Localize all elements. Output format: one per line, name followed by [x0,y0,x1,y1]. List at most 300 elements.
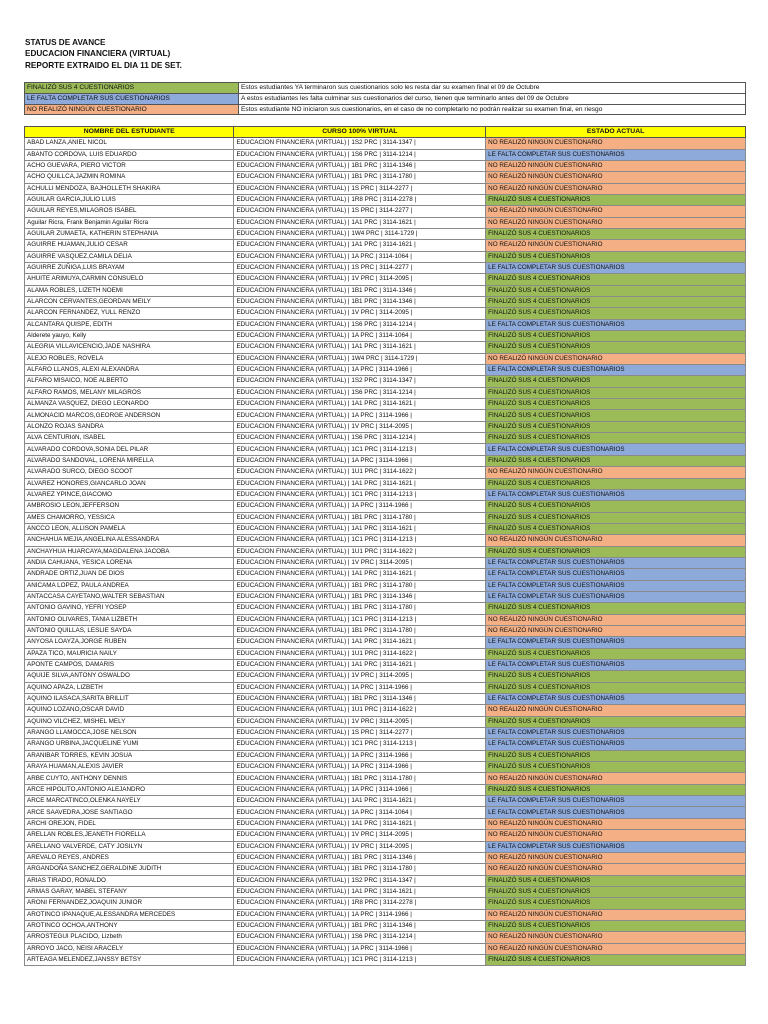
status-cell: NO REALIZÓ NINGÚN CUESTIONARIO [486,818,746,829]
table-row [25,796,746,807]
legend-desc-finished: Estos estudiantes YA terminaron sus cuestionarios solo les resta dar su examen final el 09 de Octubre [239,83,746,94]
status-cell: FINALIZÓ SUS 4 CUESTIONARIOS [486,954,746,965]
course-cell: EDUCACION FINANCIERA (VIRTUAL) | 1A1 PRC | 3114-1621 | [234,217,486,228]
student-name: AGUIRRE HUAMAN,JULIO CESAR [25,240,234,251]
student-name: AGUILAR GARCIA,JULIO LUIS [25,194,234,205]
table-row [25,784,746,795]
table-row [25,739,746,750]
table-row [25,262,746,273]
status-cell: NO REALIZÓ NINGÚN CUESTIONARIO [486,852,746,863]
status-cell: FINALIZÓ SUS 4 CUESTIONARIOS [486,387,746,398]
table-row [25,274,746,285]
course-cell: EDUCACION FINANCIERA (VIRTUAL) | 1V PRC | 3114-2095 | [234,308,486,319]
student-name: ALFARO LLANOS, ALEXI ALEXANDRA [25,365,234,376]
student-name: ARONI FERNANDEZ,JOAQUIN JUNIOR [25,898,234,909]
status-cell: FINALIZÓ SUS 4 CUESTIONARIOS [486,228,746,239]
status-cell: FINALIZÓ SUS 4 CUESTIONARIOS [486,308,746,319]
course-cell: EDUCACION FINANCIERA (VIRTUAL) | 1V PRC | 3114-2095 | [234,274,486,285]
student-name: ARANGO LLAMOCCA,JOSE NELSON [25,728,234,739]
course-cell: EDUCACION FINANCIERA (VIRTUAL) | 1A PRC | 3114-1966 | [234,410,486,421]
table-row [25,864,746,875]
status-cell: FINALIZÓ SUS 4 CUESTIONARIOS [486,433,746,444]
student-name: ABAD LANZA,ANIEL NICOL [25,138,234,149]
status-cell: FINALIZÓ SUS 4 CUESTIONARIOS [486,399,746,410]
student-name: AGUIRRE VASQUEZ,CAMILA DELIA [25,251,234,262]
course-cell: EDUCACION FINANCIERA (VIRTUAL) | 1B1 PRC | 3114-1780 | [234,172,486,183]
student-name: ALEJO ROBLES, ROVELA [25,353,234,364]
status-cell: NO REALIZÓ NINGÚN CUESTIONARIO [486,206,746,217]
student-name: ARIAS TIRADO, RONALDO [25,875,234,886]
course-cell: EDUCACION FINANCIERA (VIRTUAL) | 1S PRC | 3114-2277 | [234,728,486,739]
student-name: ACHO GUEVARA, PIERO VICTOR [25,160,234,171]
student-name: ANCHAHUA MEJIA,ANGELINA ALESSANDRA [25,535,234,546]
course-cell: EDUCACION FINANCIERA (VIRTUAL) | 1B1 PRC | 3114-1346 | [234,920,486,931]
status-cell: NO REALIZÓ NINGÚN CUESTIONARIO [486,943,746,954]
course-cell: EDUCACION FINANCIERA (VIRTUAL) | 1S6 PRC | 3114-1214 | [234,932,486,943]
student-name: AGUIRRE ZUÑIGA,LUIS BRAYAM [25,262,234,273]
status-cell: NO REALIZÓ NINGÚN CUESTIONARIO [486,217,746,228]
course-cell: EDUCACION FINANCIERA (VIRTUAL) | 1A PRC | 3114-1966 | [234,750,486,761]
student-name: ARCE SAAVEDRA,JOSE SANTIAGO [25,807,234,818]
table-row [25,183,746,194]
course-cell: EDUCACION FINANCIERA (VIRTUAL) | 1V PRC | 3114-2095 | [234,830,486,841]
legend-row-finished [25,83,746,94]
course-cell: EDUCACION FINANCIERA (VIRTUAL) | 1A PRC | 3114-1064 | [234,331,486,342]
status-cell: FINALIZÓ SUS 4 CUESTIONARIOS [486,331,746,342]
course-cell: EDUCACION FINANCIERA (VIRTUAL) | 1A PRC | 3114-1064 | [234,807,486,818]
table-row [25,886,746,897]
course-cell: EDUCACION FINANCIERA (VIRTUAL) | 1C1 PRC | 3114-1213 | [234,954,486,965]
table-row [25,365,746,376]
status-cell: FINALIZÓ SUS 4 CUESTIONARIOS [486,251,746,262]
table-row [25,716,746,727]
status-cell: FINALIZÓ SUS 4 CUESTIONARIOS [486,512,746,523]
course-cell: EDUCACION FINANCIERA (VIRTUAL) | 1S2 PRC | 3114-1347 | [234,138,486,149]
status-cell: LE FALTA COMPLETAR SUS CUESTIONARIOS [486,694,746,705]
table-row [25,875,746,886]
course-cell: EDUCACION FINANCIERA (VIRTUAL) | 1A1 PRC | 3114-1621 | [234,478,486,489]
table-row [25,297,746,308]
status-cell: LE FALTA COMPLETAR SUS CUESTIONARIOS [486,149,746,160]
course-cell: EDUCACION FINANCIERA (VIRTUAL) | 1A PRC | 3114-1064 | [234,251,486,262]
student-name: AGUILAR ZUMAETA, KATHERIN STEPHANIA [25,228,234,239]
course-cell: EDUCACION FINANCIERA (VIRTUAL) | 1V PRC | 3114-2095 | [234,671,486,682]
status-cell: FINALIZÓ SUS 4 CUESTIONARIOS [486,285,746,296]
course-cell: EDUCACION FINANCIERA (VIRTUAL) | 1A PRC | 3114-1966 | [234,682,486,693]
course-cell: EDUCACION FINANCIERA (VIRTUAL) | 1A1 PRC | 3114-1621 | [234,399,486,410]
status-cell: NO REALIZÓ NINGÚN CUESTIONARIO [486,183,746,194]
course-cell: EDUCACION FINANCIERA (VIRTUAL) | 1B1 PRC | 3114-1346 | [234,285,486,296]
table-row [25,920,746,931]
student-name: ARAYA HUAMAN,ALEXIS JAVIER [25,762,234,773]
table-row [25,728,746,739]
table-row [25,138,746,149]
table-row [25,773,746,784]
course-cell: EDUCACION FINANCIERA (VIRTUAL) | 1S PRC | 3114-2277 | [234,206,486,217]
course-cell: EDUCACION FINANCIERA (VIRTUAL) | 1A PRC | 3114-1966 | [234,909,486,920]
table-header-row [25,127,746,138]
student-name: AGUILAR REYES,MILAGROS ISABEL [25,206,234,217]
status-cell: FINALIZÓ SUS 4 CUESTIONARIOS [486,648,746,659]
course-cell: EDUCACION FINANCIERA (VIRTUAL) | 1S6 PRC | 3114-1214 | [234,433,486,444]
course-title: EDUCACION FINANCIERA (VIRTUAL) [25,49,171,59]
legend-desc-not-started: Estos estudiante NO iniciaron sus cuestionarios, en el caso de no completarlo no podrán realizar su examen final, en riesgo [239,104,746,115]
status-cell: FINALIZÓ SUS 4 CUESTIONARIOS [486,750,746,761]
course-cell: EDUCACION FINANCIERA (VIRTUAL) | 1V PRC | 3114-2095 | [234,421,486,432]
table-row [25,818,746,829]
student-name: ALCANTARA QUISPE, EDITH [25,319,234,330]
status-cell: FINALIZÓ SUS 4 CUESTIONARIOS [486,194,746,205]
student-name: ALARCON CERVANTES,GEORDAN MEILY [25,297,234,308]
student-name: ALAMA ROBLES, LIZETH NOEMI [25,285,234,296]
table-row [25,569,746,580]
table-row [25,308,746,319]
course-cell: EDUCACION FINANCIERA (VIRTUAL) | 1U1 PRC | 3114-1622 | [234,467,486,478]
student-name: ANDRADE ORTIZ,JUAN DE DIOS [25,569,234,580]
table-row [25,251,746,262]
student-name: AQUINO LOZANO,OSCAR DAVID [25,705,234,716]
course-cell: EDUCACION FINANCIERA (VIRTUAL) | 1A1 PRC | 3114-1621 | [234,886,486,897]
status-cell: NO REALIZÓ NINGÚN CUESTIONARIO [486,625,746,636]
course-cell: EDUCACION FINANCIERA (VIRTUAL) | 1A PRC | 3114-1966 | [234,762,486,773]
course-cell: EDUCACION FINANCIERA (VIRTUAL) | 1B1 PRC | 3114-1346 | [234,160,486,171]
course-cell: EDUCACION FINANCIERA (VIRTUAL) | 1R8 PRC | 3114-2278 | [234,898,486,909]
status-cell: FINALIZÓ SUS 4 CUESTIONARIOS [486,784,746,795]
status-cell: FINALIZÓ SUS 4 CUESTIONARIOS [486,297,746,308]
table-row [25,807,746,818]
student-name: AROTINCO OCHOA,ANTHONY [25,920,234,931]
legend-desc-incomplete: A estos estudiantes les falta culminar sus cuestionarios del curso, tienen que terminarlo antes del 09 de Octubre [239,93,746,104]
course-cell: EDUCACION FINANCIERA (VIRTUAL) | 1S6 PRC | 3114-1214 | [234,387,486,398]
student-name: ALMANZA VASQUEZ, DIEGO LEONARDO [25,399,234,410]
course-cell: EDUCACION FINANCIERA (VIRTUAL) | 1A1 PRC | 3114-1621 | [234,796,486,807]
status-cell: FINALIZÓ SUS 4 CUESTIONARIOS [486,898,746,909]
course-cell: EDUCACION FINANCIERA (VIRTUAL) | 1A1 PRC | 3114-1621 | [234,523,486,534]
course-cell: EDUCACION FINANCIERA (VIRTUAL) | 1S2 PRC | 3114-1347 | [234,875,486,886]
table-row [25,705,746,716]
status-cell: LE FALTA COMPLETAR SUS CUESTIONARIOS [486,739,746,750]
course-cell: EDUCACION FINANCIERA (VIRTUAL) | 1B1 PRC | 3114-1346 | [234,297,486,308]
student-name: ALVAREZ YPINCE,GIACOMO [25,489,234,500]
legend-key-incomplete: LE FALTA COMPLETAR SUS CUESTIONARIOS [25,93,239,104]
table-row [25,478,746,489]
table-row [25,353,746,364]
table-row [25,194,746,205]
report-header [25,37,182,71]
table-row [25,671,746,682]
table-row [25,954,746,965]
status-cell: LE FALTA COMPLETAR SUS CUESTIONARIOS [486,591,746,602]
table-row [25,932,746,943]
course-cell: EDUCACION FINANCIERA (VIRTUAL) | 1B1 PRC | 3114-1780 | [234,512,486,523]
course-cell: EDUCACION FINANCIERA (VIRTUAL) | 1B1 PRC | 3114-1780 | [234,625,486,636]
student-name: AMBROSIO LEON,JEFFERSON [25,501,234,512]
table-row [25,501,746,512]
student-name: AREVALO REYES, ANDRES [25,852,234,863]
status-cell: FINALIZÓ SUS 4 CUESTIONARIOS [486,523,746,534]
student-name: ALMONACID MARCOS,GEORGE ANDERSON [25,410,234,421]
student-name: ARANGO URBINA,JACQUELINE YUMI [25,739,234,750]
header-course: CURSO 100% VIRTUAL [234,127,486,138]
course-cell: EDUCACION FINANCIERA (VIRTUAL) | 1S PRC | 3114-2277 | [234,262,486,273]
course-cell: EDUCACION FINANCIERA (VIRTUAL) | 1U1 PRC | 3114-1622 | [234,546,486,557]
course-cell: EDUCACION FINANCIERA (VIRTUAL) | 1B1 PRC | 3114-1346 | [234,694,486,705]
student-name: ANTONIO OLIVARES, TANIA LIZBETH [25,614,234,625]
student-name: APAZA TICO, MAURICIA NAILY [25,648,234,659]
table-row [25,909,746,920]
student-name: ARMAS GARAY, MABEL STEFANY [25,886,234,897]
table-row [25,467,746,478]
student-name: ANTONIO GAVINO, YEFRI YOSEP [25,603,234,614]
table-row [25,762,746,773]
status-cell: FINALIZÓ SUS 4 CUESTIONARIOS [486,886,746,897]
course-cell: EDUCACION FINANCIERA (VIRTUAL) | 1B1 PRC | 3114-1780 | [234,580,486,591]
table-row [25,228,746,239]
status-cell: LE FALTA COMPLETAR SUS CUESTIONARIOS [486,569,746,580]
status-cell: FINALIZÓ SUS 4 CUESTIONARIOS [486,421,746,432]
status-cell: FINALIZÓ SUS 4 CUESTIONARIOS [486,762,746,773]
student-name: ALVAREZ HONORES,GIANCARLO JOAN [25,478,234,489]
report-date: REPORTE EXTRAIDO EL DIA 11 DE SET. [25,60,182,70]
table-row [25,694,746,705]
table-row [25,410,746,421]
status-cell: NO REALIZÓ NINGÚN CUESTIONARIO [486,773,746,784]
table-row [25,433,746,444]
legend-key-finished: FINALIZÓ SUS 4 CUESTIONARIOS [25,83,239,94]
status-cell: FINALIZÓ SUS 4 CUESTIONARIOS [486,376,746,387]
status-cell: NO REALIZÓ NINGÚN CUESTIONARIO [486,535,746,546]
table-row [25,160,746,171]
status-cell: LE FALTA COMPLETAR SUS CUESTIONARIOS [486,728,746,739]
student-name: ACHO QUILLCA,JAZMIN ROMINA [25,172,234,183]
table-row [25,399,746,410]
student-name: ALEGRIA VILLAVICENCIO,JADE NASHIRA [25,342,234,353]
student-name: ANCCO LEON, ALLISON PAMELA [25,523,234,534]
table-row [25,648,746,659]
course-cell: EDUCACION FINANCIERA (VIRTUAL) | 1C1 PRC | 3114-1213 | [234,614,486,625]
student-name: ANDIA CAHUANA, YESICA LORENA [25,557,234,568]
table-row [25,535,746,546]
students-table [24,126,746,966]
status-cell: NO REALIZÓ NINGÚN CUESTIONARIO [486,353,746,364]
table-row [25,421,746,432]
status-cell: NO REALIZÓ NINGÚN CUESTIONARIO [486,932,746,943]
course-cell: EDUCACION FINANCIERA (VIRTUAL) | 1A1 PRC | 3114-1621 | [234,240,486,251]
student-name: ARBE CUYTO, ANTHONY DENNIS [25,773,234,784]
course-cell: EDUCACION FINANCIERA (VIRTUAL) | 1V PRC | 3114-2095 | [234,716,486,727]
table-row [25,455,746,466]
table-row [25,172,746,183]
student-name: Alderete yauyo, Kelly [25,331,234,342]
table-row [25,830,746,841]
student-name: ALVARADO SURCO, DIEGO SCOOT [25,467,234,478]
status-cell: NO REALIZÓ NINGÚN CUESTIONARIO [486,909,746,920]
student-name: ALVARADO CORDOVA,SONIA DEL PILAR [25,444,234,455]
course-cell: EDUCACION FINANCIERA (VIRTUAL) | 1A PRC | 3114-1966 | [234,943,486,954]
student-name: ARANIBAR TORRES, KEVIN JOSUA [25,750,234,761]
student-name: ANTONIO QUILLAS, LESLIE SAYDA [25,625,234,636]
status-cell: FINALIZÓ SUS 4 CUESTIONARIOS [486,478,746,489]
course-cell: EDUCACION FINANCIERA (VIRTUAL) | 1W4 PRC | 3114-1729 | [234,228,486,239]
status-cell: NO REALIZÓ NINGÚN CUESTIONARIO [486,172,746,183]
status-cell: FINALIZÓ SUS 4 CUESTIONARIOS [486,671,746,682]
student-name: AMES CHAMORRO, YESSICA [25,512,234,523]
table-row [25,943,746,954]
course-cell: EDUCACION FINANCIERA (VIRTUAL) | 1A PRC | 3114-1966 | [234,501,486,512]
student-name: ANICAMA LOPEZ, PAULA ANDREA [25,580,234,591]
status-cell: FINALIZÓ SUS 4 CUESTIONARIOS [486,682,746,693]
course-cell: EDUCACION FINANCIERA (VIRTUAL) | 1S2 PRC | 3114-1347 | [234,376,486,387]
course-cell: EDUCACION FINANCIERA (VIRTUAL) | 1V PRC | 3114-2095 | [234,557,486,568]
student-name: AQUINO ILASACA,SARITA BRILLIT [25,694,234,705]
legend-row-not-started [25,104,746,115]
status-legend [24,82,746,115]
status-cell: LE FALTA COMPLETAR SUS CUESTIONARIOS [486,444,746,455]
table-row [25,387,746,398]
student-name: ALFARO RAMOS, MELANY MILAGROS [25,387,234,398]
student-name: ARROYO JACO, NEISI ARACELY [25,943,234,954]
status-cell: FINALIZÓ SUS 4 CUESTIONARIOS [486,875,746,886]
course-cell: EDUCACION FINANCIERA (VIRTUAL) | 1C1 PRC | 3114-1213 | [234,535,486,546]
status-cell: FINALIZÓ SUS 4 CUESTIONARIOS [486,455,746,466]
course-cell: EDUCACION FINANCIERA (VIRTUAL) | 1S PRC | 3114-2277 | [234,183,486,194]
student-name: ANYOSA LOAYZA,JORGE RUBEN [25,637,234,648]
table-row [25,512,746,523]
student-name: ARCE MARCATINCO,OLENKA NAYELY [25,796,234,807]
table-row [25,285,746,296]
status-cell: FINALIZÓ SUS 4 CUESTIONARIOS [486,342,746,353]
student-name: AROTINCO IPANAQUE,ALESSANDRA MERCEDES [25,909,234,920]
legend-key-not-started: NO REALIZÓ NINGÚN CUESTIONARIO [25,104,239,115]
status-cell: LE FALTA COMPLETAR SUS CUESTIONARIOS [486,319,746,330]
course-cell: EDUCACION FINANCIERA (VIRTUAL) | 1C1 PRC | 3114-1213 | [234,489,486,500]
status-cell: NO REALIZÓ NINGÚN CUESTIONARIO [486,138,746,149]
course-cell: EDUCACION FINANCIERA (VIRTUAL) | 1A1 PRC | 3114-1621 | [234,637,486,648]
course-cell: EDUCACION FINANCIERA (VIRTUAL) | 1A1 PRC | 3114-1621 | [234,569,486,580]
course-cell: EDUCACION FINANCIERA (VIRTUAL) | 1A1 PRC | 3114-1621 | [234,660,486,671]
table-row [25,206,746,217]
student-name: ARROSTEGUI PLACIDO, Lizbeth [25,932,234,943]
course-cell: EDUCACION FINANCIERA (VIRTUAL) | 1W4 PRC | 3114-1729 | [234,353,486,364]
course-cell: EDUCACION FINANCIERA (VIRTUAL) | 1R8 PRC | 3114-2278 | [234,194,486,205]
student-name: AQUINO VILCHEZ, MISHEL MELY [25,716,234,727]
student-name: ALVA CENTURIóN, ISABEL [25,433,234,444]
student-name: ARELLANO VALVERDE, CATY JOSILYN [25,841,234,852]
student-name: Aguilar Ricra, Frank Benjamin Aguilar Ricra [25,217,234,228]
table-row [25,660,746,671]
course-cell: EDUCACION FINANCIERA (VIRTUAL) | 1S6 PRC | 3114-1214 | [234,319,486,330]
table-row [25,444,746,455]
table-row [25,342,746,353]
table-row [25,217,746,228]
table-body [25,138,746,966]
student-name: ACHULLI MENDOZA, BAJHOLLETH SHAKIRA [25,183,234,194]
student-name: ARTEAGA MELENDEZ,JANSSY BETSY [25,954,234,965]
status-cell: NO REALIZÓ NINGÚN CUESTIONARIO [486,705,746,716]
status-cell: LE FALTA COMPLETAR SUS CUESTIONARIOS [486,365,746,376]
table-row [25,750,746,761]
status-cell: LE FALTA COMPLETAR SUS CUESTIONARIOS [486,262,746,273]
student-name: APONTE CAMPOS, DAMARIS [25,660,234,671]
student-name: ALARCON FERNANDEZ, YULL RENZO [25,308,234,319]
table-row [25,523,746,534]
student-name: ABANTO CORDOVA, LUIS EDUARDO [25,149,234,160]
student-name: ANTACCASA CAYETANO,WALTER SEBASTIAN [25,591,234,602]
table-row [25,614,746,625]
course-cell: EDUCACION FINANCIERA (VIRTUAL) | 1U1 PRC | 3114-1622 | [234,648,486,659]
status-cell: FINALIZÓ SUS 4 CUESTIONARIOS [486,603,746,614]
status-cell: FINALIZÓ SUS 4 CUESTIONARIOS [486,410,746,421]
course-cell: EDUCACION FINANCIERA (VIRTUAL) | 1A PRC | 3114-1966 | [234,784,486,795]
status-cell: LE FALTA COMPLETAR SUS CUESTIONARIOS [486,489,746,500]
status-cell: FINALIZÓ SUS 4 CUESTIONARIOS [486,501,746,512]
course-cell: EDUCACION FINANCIERA (VIRTUAL) | 1B1 PRC | 3114-1780 | [234,773,486,784]
table-row [25,625,746,636]
status-cell: LE FALTA COMPLETAR SUS CUESTIONARIOS [486,807,746,818]
table-row [25,489,746,500]
table-row [25,149,746,160]
status-cell: LE FALTA COMPLETAR SUS CUESTIONARIOS [486,557,746,568]
status-cell: LE FALTA COMPLETAR SUS CUESTIONARIOS [486,580,746,591]
status-cell: NO REALIZÓ NINGÚN CUESTIONARIO [486,160,746,171]
student-name: ARELLAN ROBLES,JEANETH FIORELLA [25,830,234,841]
course-cell: EDUCACION FINANCIERA (VIRTUAL) | 1A PRC | 3114-1966 | [234,365,486,376]
header-current-status: ESTADO ACTUAL [486,127,746,138]
course-cell: EDUCACION FINANCIERA (VIRTUAL) | 1B1 PRC | 3114-1346 | [234,591,486,602]
student-name: AHUITE ARIMUYA,CARMIN CONSUELO [25,274,234,285]
status-cell: FINALIZÓ SUS 4 CUESTIONARIOS [486,274,746,285]
student-name: ARCHI OREJON, FIDEL [25,818,234,829]
table-row [25,557,746,568]
course-cell: EDUCACION FINANCIERA (VIRTUAL) | 1C1 PRC | 3114-1213 | [234,444,486,455]
table-row [25,546,746,557]
legend-row-incomplete [25,93,746,104]
course-cell: EDUCACION FINANCIERA (VIRTUAL) | 1A1 PRC | 3114-1621 | [234,342,486,353]
status-cell: NO REALIZÓ NINGÚN CUESTIONARIO [486,467,746,478]
course-cell: EDUCACION FINANCIERA (VIRTUAL) | 1A1 PRC | 3114-1621 | [234,818,486,829]
course-cell: EDUCACION FINANCIERA (VIRTUAL) | 1V PRC | 3114-2095 | [234,841,486,852]
status-cell: FINALIZÓ SUS 4 CUESTIONARIOS [486,920,746,931]
table-row [25,603,746,614]
student-name: ARCE HIPOLITO,ANTONIO ALEJANDRO [25,784,234,795]
status-cell: FINALIZÓ SUS 4 CUESTIONARIOS [486,716,746,727]
table-row [25,841,746,852]
student-name: ALVARADO SANDOVAL, LORENA MIRELLA [25,455,234,466]
status-cell: LE FALTA COMPLETAR SUS CUESTIONARIOS [486,841,746,852]
status-cell: LE FALTA COMPLETAR SUS CUESTIONARIOS [486,660,746,671]
table-row [25,898,746,909]
student-name: ARGANDOÑA SANCHEZ,GERALDINE JUDITH [25,864,234,875]
table-row [25,682,746,693]
table-row [25,319,746,330]
student-name: AQUIJE SILVA,ANTONY OSWALDO [25,671,234,682]
status-cell: NO REALIZÓ NINGÚN CUESTIONARIO [486,864,746,875]
header-student-name: NOMBRE DEL ESTUDIANTE [25,127,234,138]
student-name: ALONZO ROJAS SANDRA [25,421,234,432]
status-cell: NO REALIZÓ NINGÚN CUESTIONARIO [486,614,746,625]
course-cell: EDUCACION FINANCIERA (VIRTUAL) | 1C1 PRC | 3114-1213 | [234,739,486,750]
table-row [25,591,746,602]
table-row [25,376,746,387]
course-cell: EDUCACION FINANCIERA (VIRTUAL) | 1U1 PRC | 3114-1622 | [234,705,486,716]
student-name: ANCHAYHUA HUARCAYA,MAGDALENA JACOBA [25,546,234,557]
student-name: ALFARO MISAICO, NOE ALBERTO [25,376,234,387]
status-cell: LE FALTA COMPLETAR SUS CUESTIONARIOS [486,796,746,807]
status-cell: LE FALTA COMPLETAR SUS CUESTIONARIOS [486,637,746,648]
course-cell: EDUCACION FINANCIERA (VIRTUAL) | 1B1 PRC | 3114-1346 | [234,852,486,863]
table-row [25,637,746,648]
table-row [25,240,746,251]
